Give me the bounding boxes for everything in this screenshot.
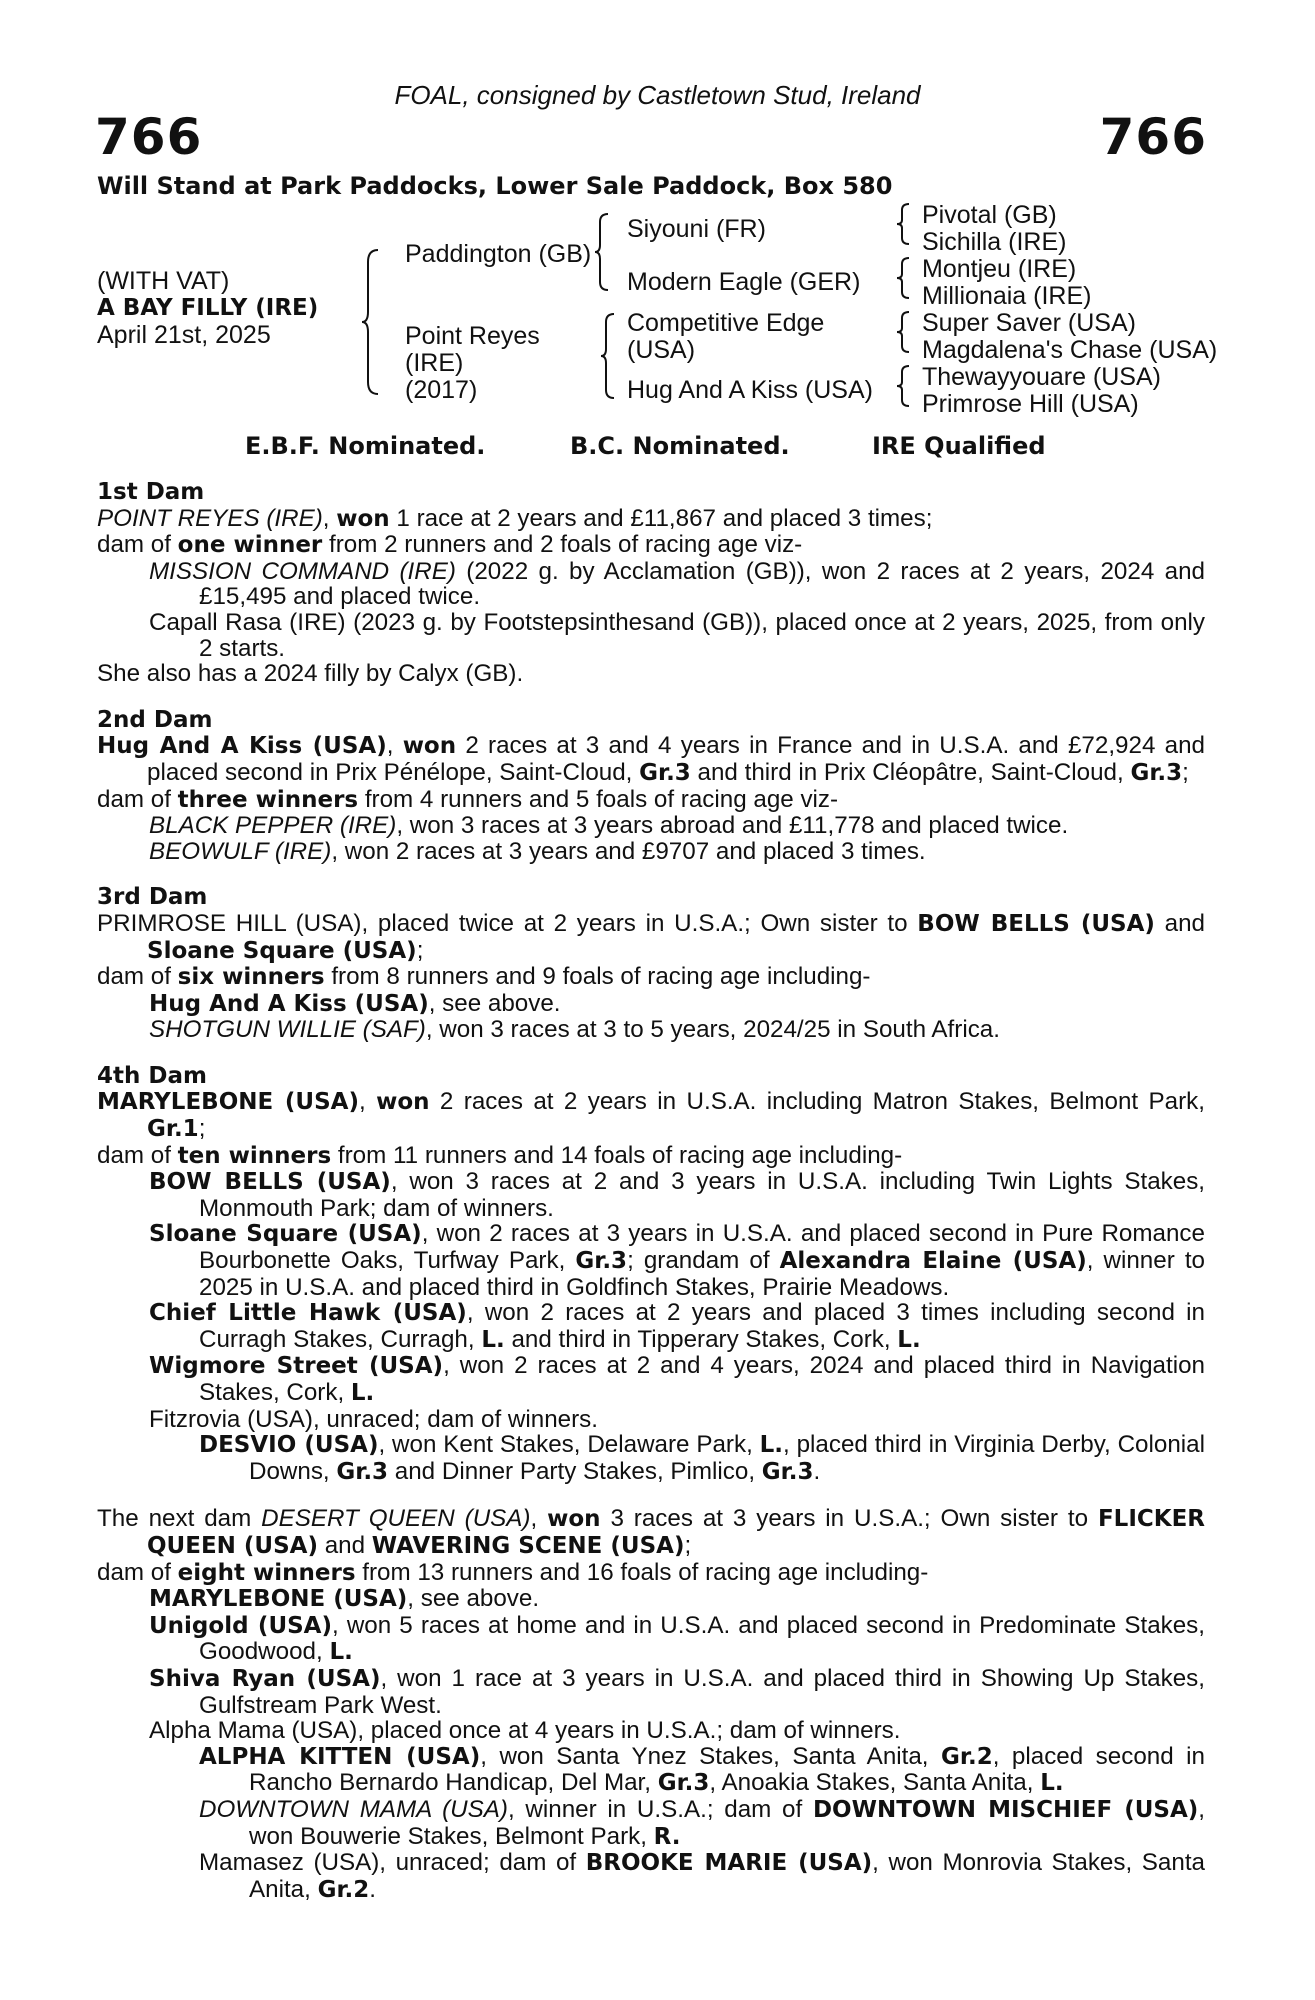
nomination-ebf: E.B.F. Nominated. [245,432,486,460]
sire: Paddington (GB) [405,240,592,268]
g3-pivotal: Pivotal (GB) [922,201,1057,229]
second-dam-record: Hug And A Kiss (USA), won 2 races at 3 and 4 years in France and in U.S.A. and £72,924 and placed second in Prix Pénélope, Saint-Cloud, Gr.3 and third in Prix Cléopâtre, Saint-Cloud, Gr.3; [97,732,1205,786]
sire-dam: Modern Eagle (GER) [627,268,861,296]
third-dam-progeny-1: Hug And A Kiss (USA), see above. [149,989,561,1017]
g3-magdalenas-chase: Magdalena's Chase (USA) [922,336,1218,364]
next-dam-record: The next dam DESERT QUEEN (USA), won 3 races at 3 years in U.S.A.; Own sister to FLICKER QUEEN (USA) and WAVERING SCENE (USA); [97,1505,1206,1559]
dam-line-2: (IRE) [405,349,464,377]
brace-g3-3 [895,310,913,354]
foaling-date: April 21st, 2025 [97,321,271,349]
fourth-dam-progeny-2: Sloane Square (USA), won 2 races at 3 years in U.S.A. and placed second in Pure Romance Bourbonette Oaks, Turfway Park, Gr.3; grandam of Alexandra Elaine (USA), winner to 2025 in U.S.A. and placed third in Goldfinch Stakes, Prairie Meadows. [149,1220,1205,1301]
vat-note: (WITH VAT) [97,267,230,295]
fourth-dam-record: MARYLEBONE (USA), won 2 races at 2 years in U.S.A. including Matron Stakes, Belmont Park, Gr.1; [97,1088,1205,1143]
third-dam-record: PRIMROSE HILL (USA), placed twice at 2 years in U.S.A.; Own sister to BOW BELLS (USA) and Sloane Square (USA); [97,909,1206,964]
nomination-ire: IRE Qualified [872,432,1046,460]
third-dam-heading: 3rd Dam [97,884,208,911]
next-dam-produce: dam of eight winners from 13 runners and 16 foals of racing age including- [97,1558,929,1586]
dam-line-3: (2017) [405,376,478,404]
g3-sichilla: Sichilla (IRE) [922,228,1067,256]
next-dam-progeny-2: Unigold (USA), won 5 races at home and in U.S.A. and placed second in Predominate Stakes, Goodwood, L. [149,1611,1205,1666]
stand-location: Will Stand at Park Paddocks, Lower Sale Paddock, Box 580 [97,172,893,200]
g3-montjeu: Montjeu (IRE) [922,255,1077,283]
consignor-line: FOAL, consigned by Castletown Stud, Ireland [394,80,921,110]
g3-super-saver: Super Saver (USA) [922,309,1136,337]
pedigree-brace-main [360,248,382,396]
next-dam-grandprogeny-1: ALPHA KITTEN (USA), won Santa Ynez Stakes, Santa Anita, Gr.2, placed second in Rancho Bernardo Handicap, Del Mar, Gr.3, Anoakia Stakes, Santa Anita, L. [199,1742,1205,1797]
next-dam-progeny-3: Shiva Ryan (USA), won 1 race at 3 years in U.S.A. and placed third in Showing Up Stakes, Gulfstream Park West. [149,1664,1205,1719]
first-dam-progeny-2: Capall Rasa (IRE) (2023 g. by Footstepsinthesand (GB)), placed once at 2 years, 2025, from only 2 starts. [149,608,1205,662]
fourth-dam-progeny-3: Chief Little Hawk (USA), won 2 races at 2 years and placed 3 times including second in Curragh Stakes, Curragh, L. and third in Tipperary Stakes, Cork, L. [149,1299,1205,1353]
nomination-bc: B.C. Nominated. [570,432,790,460]
second-dam-heading: 2nd Dam [97,706,213,733]
g3-primrose-hill: Primrose Hill (USA) [922,390,1139,418]
dam-sire-line-1: Competitive Edge [627,309,825,337]
brace-g3-1 [895,202,913,246]
first-dam-note: She also has a 2024 filly by Calyx (GB). [97,660,524,688]
first-dam-produce: dam of one winner from 2 runners and 2 foals of racing age viz- [97,531,803,559]
lot-number-right: 766 [1099,108,1207,166]
horse-name: A BAY FILLY (IRE) [97,295,319,321]
lot-number-left: 766 [95,108,203,166]
second-dam-produce: dam of three winners from 4 runners and 5 foals of racing age viz- [97,785,839,813]
fourth-dam-progeny-4: Wigmore Street (USA), won 2 races at 2 and 4 years, 2024 and placed third in Navigation Stakes, Cork, L. [149,1352,1205,1406]
third-dam-progeny-2: SHOTGUN WILLIE (SAF), won 3 races at 3 to 5 years, 2024/25 in South Africa. [149,1016,1000,1044]
pedigree-brace-dam [600,312,618,400]
fourth-dam-progeny-5: Fitzrovia (USA), unraced; dam of winners. [149,1405,598,1433]
brace-g3-4 [895,364,913,408]
g3-thewayyouare: Thewayyouare (USA) [922,363,1161,391]
next-dam-progeny-1: MARYLEBONE (USA), see above. [149,1585,540,1613]
dam-sire-line-2: (USA) [627,336,696,364]
third-dam-produce: dam of six winners from 8 runners and 9 foals of racing age including- [97,963,871,991]
fourth-dam-produce: dam of ten winners from 11 runners and 14 foals of racing age including- [97,1141,903,1169]
fourth-dam-heading: 4th Dam [97,1062,207,1089]
next-dam-grandprogeny-2: DOWNTOWN MAMA (USA), winner in U.S.A.; dam of DOWNTOWN MISCHIEF (USA), won Bouwerie Stakes, Belmont Park, R. [199,1795,1205,1850]
g3-millionaia: Millionaia (IRE) [922,282,1092,310]
brace-g3-2 [895,256,913,300]
first-dam-record: POINT REYES (IRE), won 1 race at 2 years and £11,867 and placed 3 times; [97,504,933,532]
pedigree-brace-sire [594,212,612,292]
catalogue-body [97,480,1205,1903]
next-dam-grandprogeny-3: Mamasez (USA), unraced; dam of BROOKE MARIE (USA), won Monrovia Stakes, Santa Anita, Gr.2. [199,1849,1205,1903]
dam-dam: Hug And A Kiss (USA) [627,376,873,404]
fourth-dam-progeny-1: BOW BELLS (USA), won 3 races at 2 and 3 years in U.S.A. including Twin Lights Stakes, Monmouth Park; dam of winners. [149,1168,1206,1222]
first-dam-progeny-1: MISSION COMMAND (IRE) (2022 g. by Acclamation (GB)), won 2 races at 2 years, 2024 and £15,495 and placed twice. [149,557,1205,611]
second-dam-progeny-2: BEOWULF (IRE), won 2 races at 3 years and £9707 and placed 3 times. [149,837,926,865]
first-dam-heading: 1st Dam [97,479,205,505]
second-dam-progeny-1: BLACK PEPPER (IRE), won 3 races at 3 years abroad and £11,778 and placed twice. [149,812,1069,840]
sire-sire: Siyouni (FR) [627,215,766,243]
dam-line-1: Point Reyes [405,322,540,350]
next-dam-progeny-4: Alpha Mama (USA), placed once at 4 years in U.S.A.; dam of winners. [149,1717,901,1745]
fourth-dam-grandprogeny-1: DESVIO (USA), won Kent Stakes, Delaware Park, L., placed third in Virginia Derby, Colonial Downs, Gr.3 and Dinner Party Stakes, Pimlico, Gr.3. [199,1431,1205,1485]
